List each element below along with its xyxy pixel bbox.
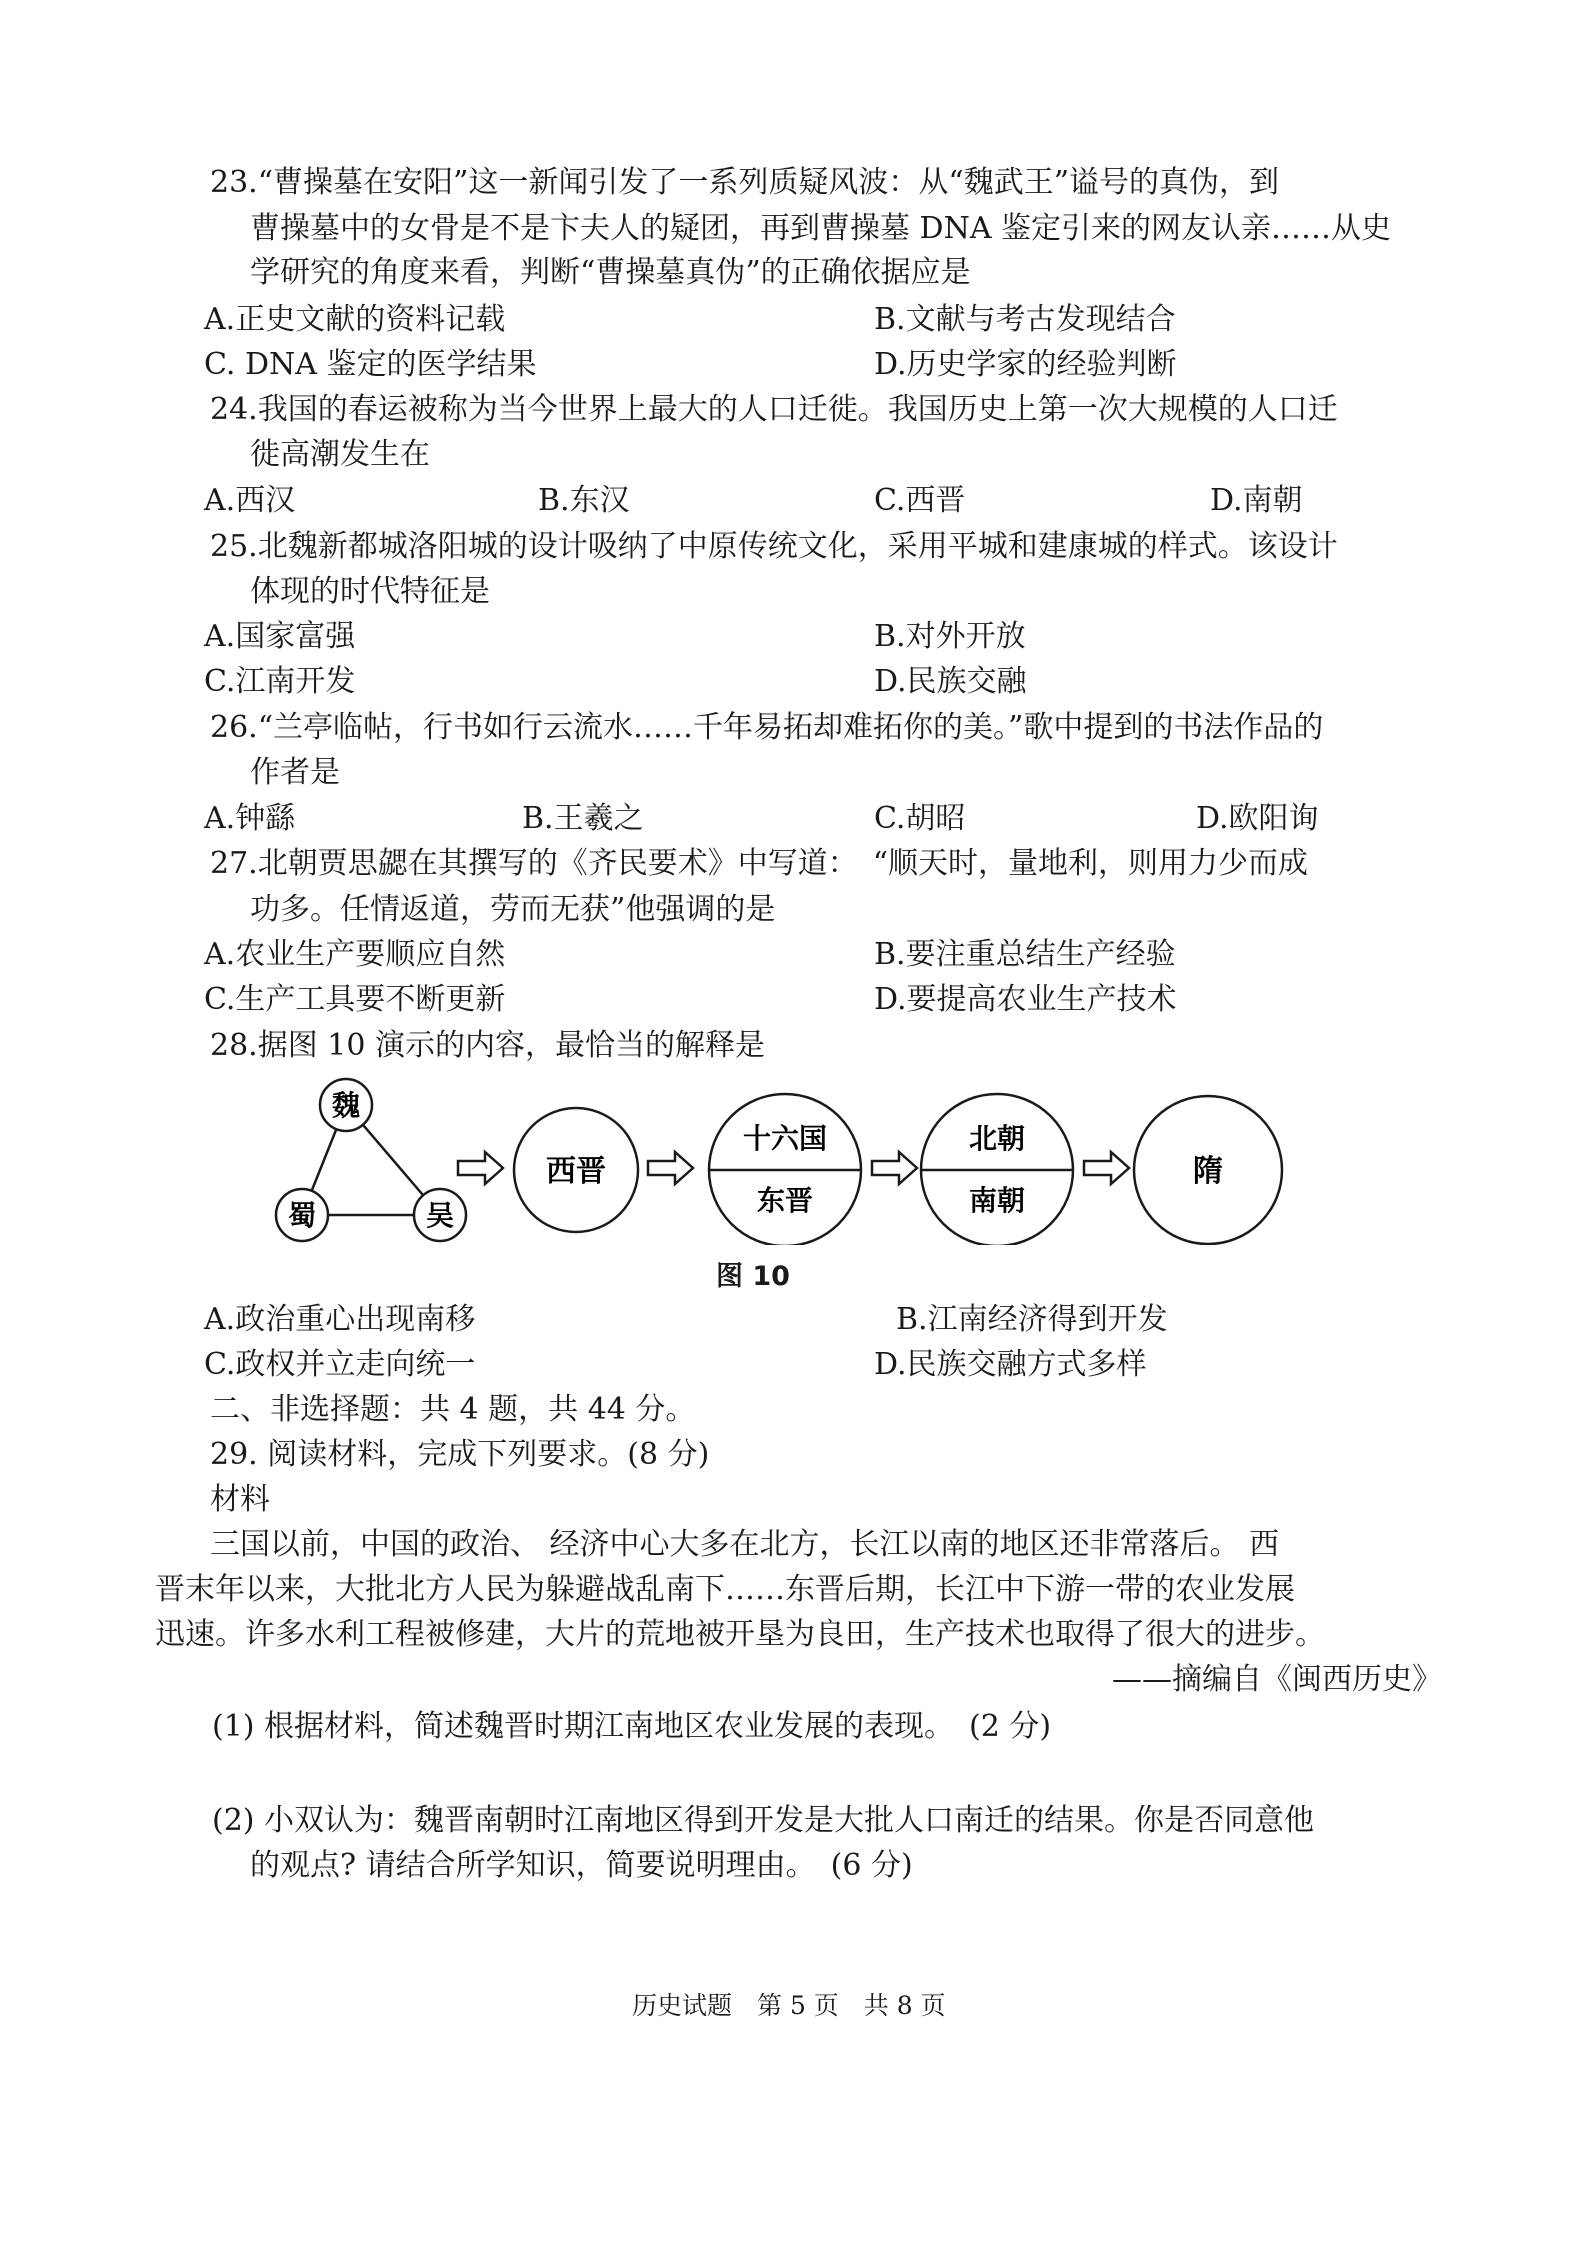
q23-option-d: D.历史学家的经验判断 xyxy=(874,347,1177,382)
q28-option-b: B.江南经济得到开发 xyxy=(896,1302,1168,1337)
q25-option-b: B.对外开放 xyxy=(874,619,1026,654)
q29-stem: 29. 阅读材料，完成下列要求。(8 分) xyxy=(210,1437,710,1472)
q23-option-c: C. DNA 鉴定的医学结果 xyxy=(204,347,537,382)
q24-option-b: B.东汉 xyxy=(538,483,630,518)
q23-stem-line-2: 曹操墓中的女骨是不是卞夫人的疑团，再到曹操墓 DNA 鉴定引来的网友认亲……从史 xyxy=(250,211,1392,246)
q26-option-d: D.欧阳询 xyxy=(1196,801,1319,836)
q27-option-a: A.农业生产要顺应自然 xyxy=(204,937,506,972)
arrow-right-icon xyxy=(1084,1152,1129,1184)
q25-stem-line-2: 体现的时代特征是 xyxy=(250,574,490,609)
q26-stem-line-1: 26.“兰亭临帖，行书如行云流水……千年易拓却难拓你的美。”歌中提到的书法作品的 xyxy=(210,710,1324,745)
q26-stem-line-2: 作者是 xyxy=(250,755,340,790)
beichao-label: 北朝 xyxy=(968,1122,1026,1155)
dongjin-label: 东晋 xyxy=(756,1184,814,1217)
xijin-label: 西晋 xyxy=(546,1154,606,1189)
q26-option-a: A.钟繇 xyxy=(204,801,296,836)
q23-stem-line-1: 23.“曹操墓在安阳”这一新闻引发了一系列质疑风波：从“魏武王”谥号的真伪，到 xyxy=(210,165,1280,200)
q24-option-d: D.南朝 xyxy=(1210,483,1303,518)
shu-label: 蜀 xyxy=(287,1199,317,1232)
q24-stem-line-1: 24.我国的春运被称为当今世界上最大的人口迁徙。我国历史上第一次大规模的人口迁 xyxy=(210,392,1338,427)
q23-option-a: A.正史文献的资料记载 xyxy=(204,302,506,337)
q28-option-c: C.政权并立走向统一 xyxy=(204,1347,476,1382)
shiliuguo-label: 十六国 xyxy=(742,1122,828,1155)
q28-option-a: A.政治重心出现南移 xyxy=(204,1302,476,1337)
q27-stem-line-1: 27.北朝贾思勰在其撰写的《齐民要术》中写道： “顺天时，量地利，则用力少而成 xyxy=(210,846,1309,881)
q25-option-a: A.国家富强 xyxy=(204,619,356,654)
wei-label: 魏 xyxy=(331,1089,361,1122)
sui-label: 隋 xyxy=(1193,1154,1223,1189)
section-heading: 二、非选择题：共 4 题，共 44 分。 xyxy=(210,1392,696,1427)
q24-option-a: A.西汉 xyxy=(204,483,296,518)
q26-option-b: B.王羲之 xyxy=(522,801,644,836)
arrow-right-icon xyxy=(458,1152,503,1184)
q29-sub-question-1: (1) 根据材料，简述魏晋时期江南地区农业发展的表现。 (2 分) xyxy=(212,1709,1052,1744)
q25-stem-line-1: 25.北魏新都城洛阳城的设计吸纳了中原传统文化，采用平城和建康城的样式。该设计 xyxy=(210,529,1338,564)
q27-option-c: C.生产工具要不断更新 xyxy=(204,982,506,1017)
arrow-right-icon xyxy=(648,1152,693,1184)
q23-option-b: B.文献与考古发现结合 xyxy=(874,302,1176,337)
q28-option-d: D.民族交融方式多样 xyxy=(874,1347,1147,1382)
q29-sub-question-2-line-2: 的观点? 请结合所学知识，简要说明理由。 (6 分) xyxy=(250,1848,913,1883)
q27-stem-line-2: 功多。任情返道，劳而无获”他强调的是 xyxy=(250,892,776,927)
arrow-right-icon xyxy=(872,1152,917,1184)
q27-option-b: B.要注重总结生产经验 xyxy=(874,937,1176,972)
wu-label: 吴 xyxy=(425,1199,455,1232)
q29-sub-question-2-line-1: (2) 小双认为：魏晋南朝时江南地区得到开发是大批人口南迁的结果。你是否同意他 xyxy=(212,1803,1315,1838)
material-line-3: 迅速。许多水利工程被修建，大片的荒地被开垦为良田，生产技术也取得了很大的进步。 xyxy=(155,1617,1325,1652)
q25-option-d: D.民族交融 xyxy=(874,664,1027,699)
material-label: 材料 xyxy=(210,1482,270,1517)
q27-option-d: D.要提高农业生产技术 xyxy=(874,982,1177,1017)
q28-stem-line-1: 28.据图 10 演示的内容，最恰当的解释是 xyxy=(210,1028,765,1063)
figure-caption: 图 10 xyxy=(716,1261,790,1292)
q24-option-c: C.西晋 xyxy=(874,483,966,518)
q25-option-c: C.江南开发 xyxy=(204,664,356,699)
q26-option-c: C.胡昭 xyxy=(874,801,966,836)
material-line-1: 三国以前，中国的政治、 经济中心大多在北方，长江以南的地区还非常落后。 西 xyxy=(210,1527,1280,1562)
q24-stem-line-2: 徙高潮发生在 xyxy=(250,437,430,472)
figure-10-diagram xyxy=(270,1075,1290,1245)
material-source: ——摘编自《闽西历史》 xyxy=(1112,1662,1442,1697)
nanchao-label: 南朝 xyxy=(968,1184,1026,1217)
page-footer: 历史试题 第 5 页 共 8 页 xyxy=(632,1991,946,2020)
q23-stem-line-3: 学研究的角度来看，判断“曹操墓真伪”的正确依据应是 xyxy=(250,255,971,290)
material-line-2: 晋末年以来，大批北方人民为躲避战乱南下……东晋后期，长江中下游一带的农业发展 xyxy=(155,1572,1295,1607)
